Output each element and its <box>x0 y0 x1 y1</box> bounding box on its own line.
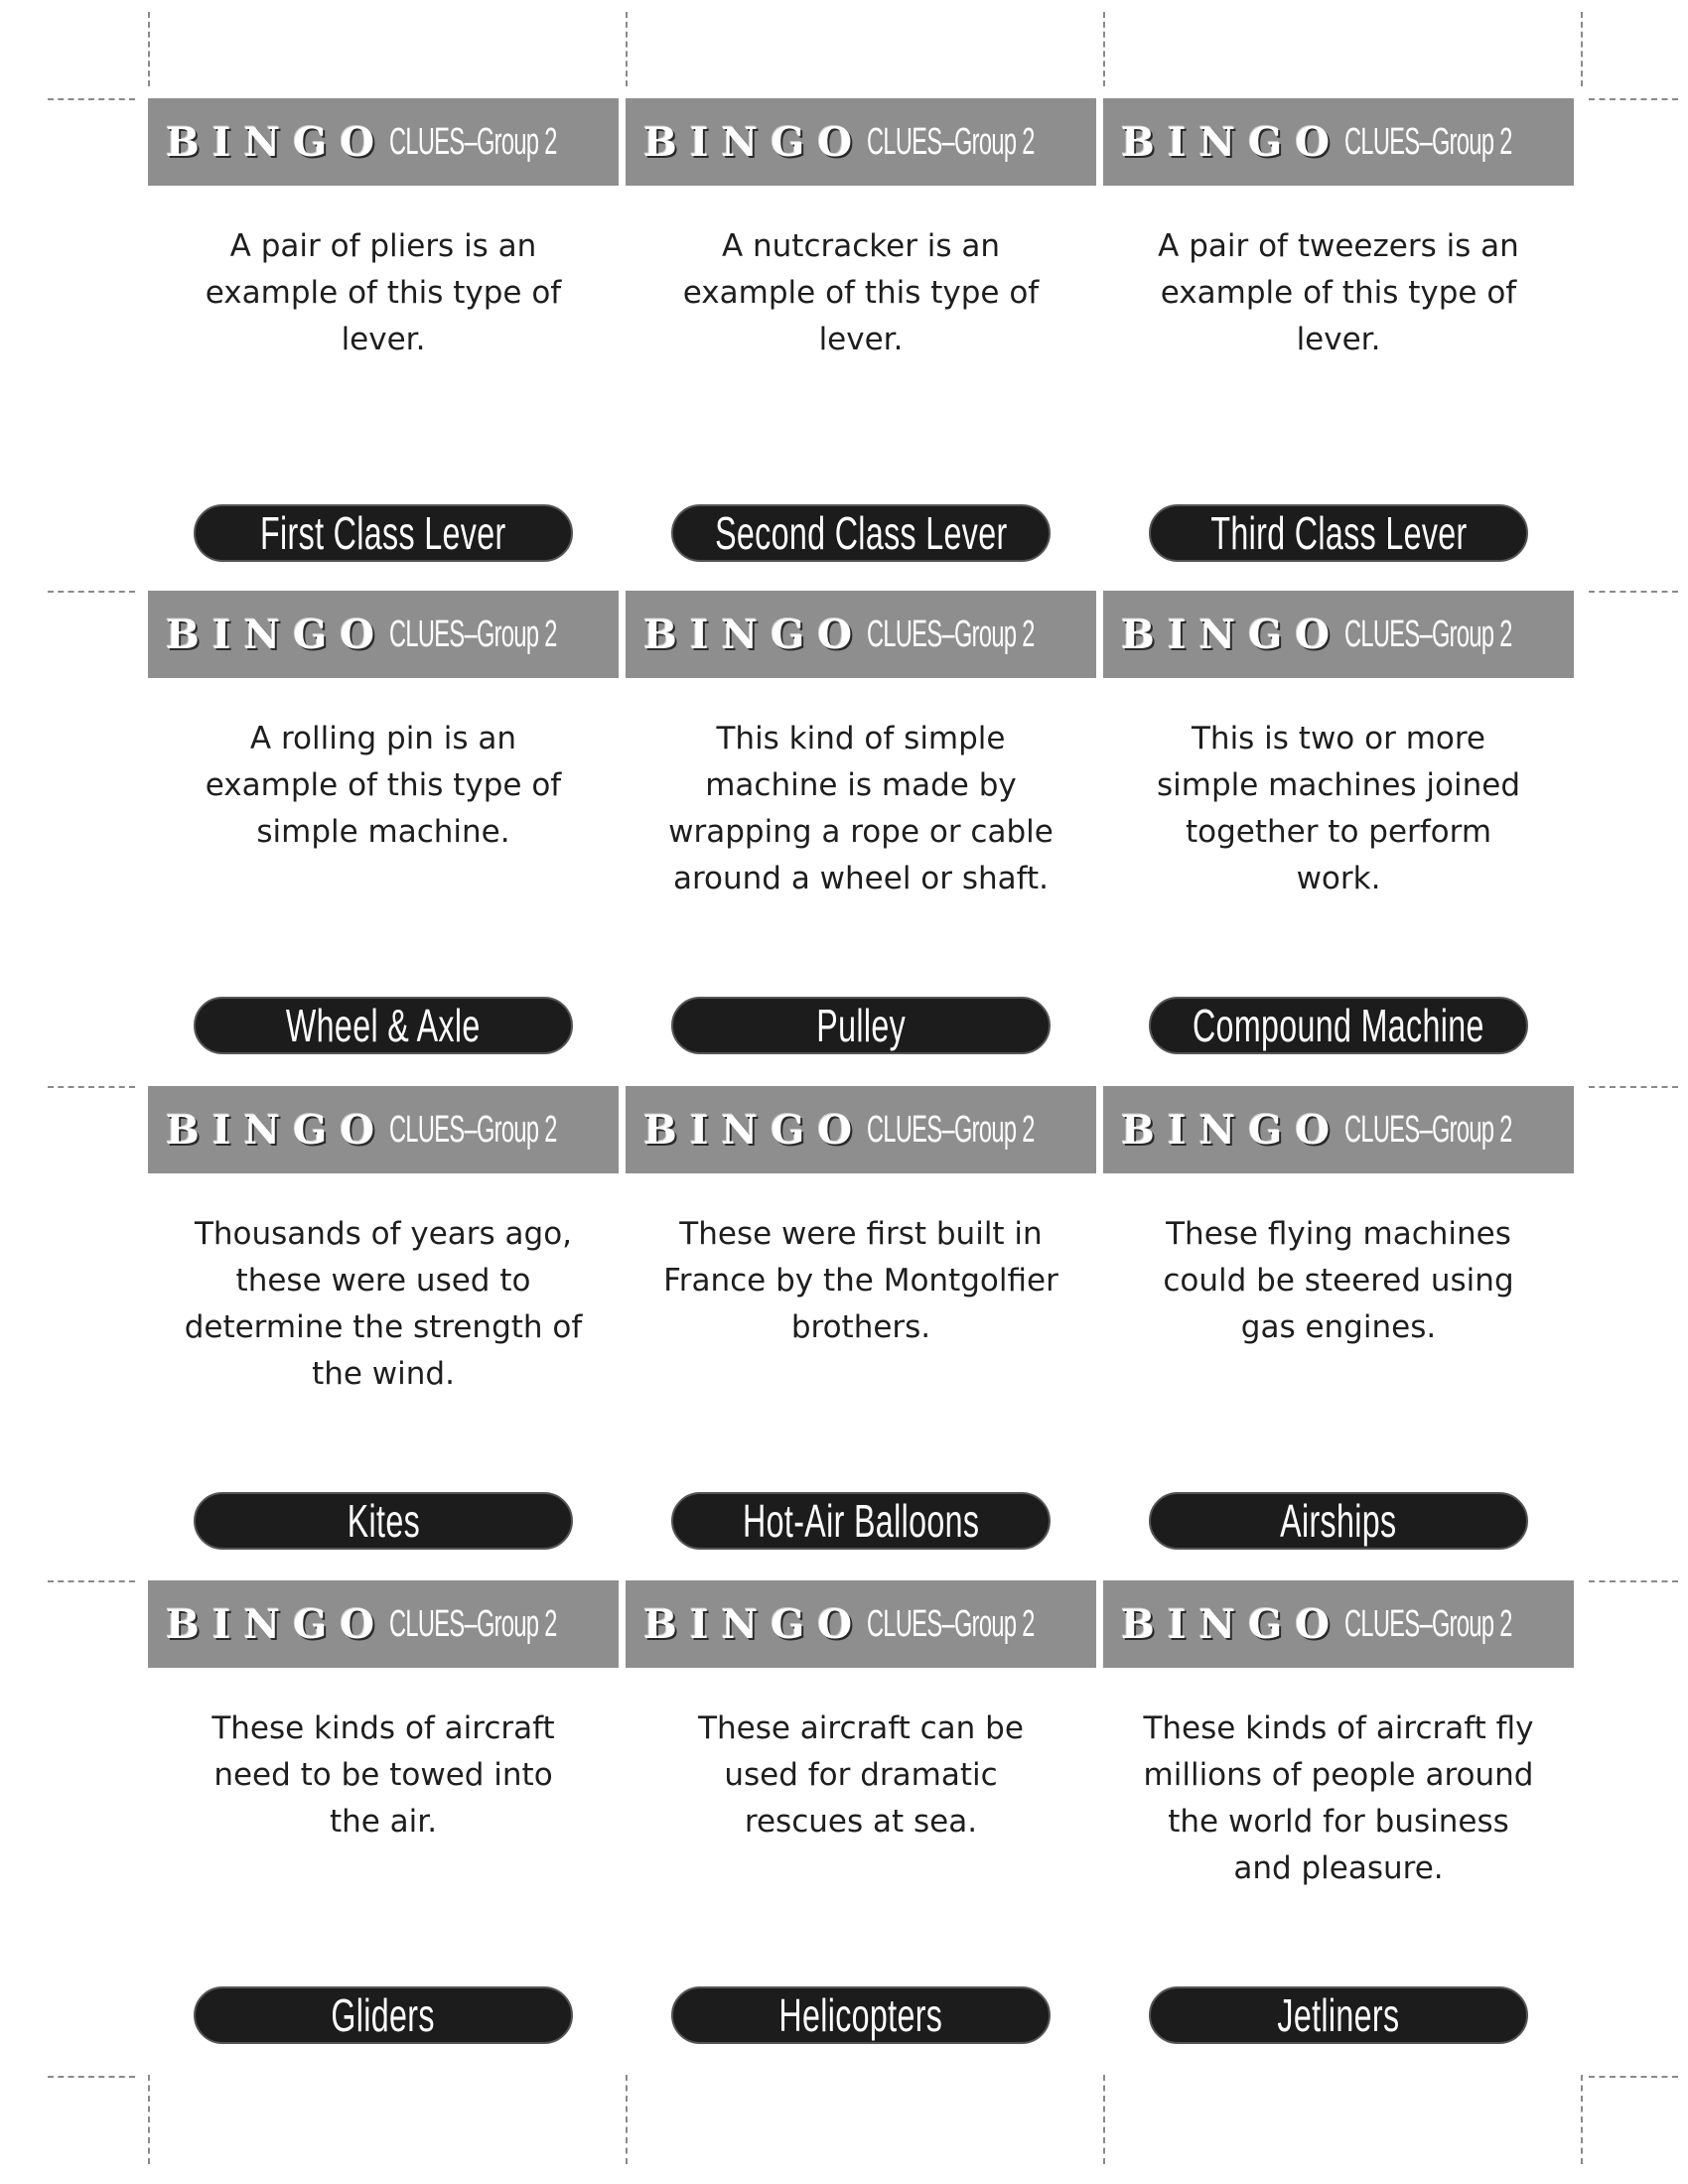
answer-text: Kites <box>347 1495 420 1547</box>
bingo-card <box>148 98 619 593</box>
cut-mark <box>1589 1580 1678 1582</box>
answer-pill <box>1149 997 1528 1054</box>
bingo-logo: BINGO <box>1121 118 1343 166</box>
clues-group-label: CLUES–Group 2 <box>1344 1108 1512 1151</box>
card-header <box>626 1086 1096 1173</box>
bingo-card <box>626 98 1096 593</box>
card-header <box>626 591 1096 678</box>
cut-mark <box>48 2076 135 2078</box>
clue-text: This is two or more simple machines joined together to perform work. <box>1157 721 1520 896</box>
clue-text: A rolling pin is an example of this type of simple machine. <box>205 721 562 850</box>
bingo-card <box>1103 98 1574 593</box>
bingo-card <box>148 1580 619 2075</box>
clues-group-label: CLUES–Group 2 <box>389 1108 557 1151</box>
clues-group-label: CLUES–Group 2 <box>389 613 557 655</box>
card-header <box>1103 591 1574 678</box>
clue-text: These kinds of aircraft need to be towed into the air. <box>211 1710 555 1840</box>
cut-mark <box>1103 12 1105 86</box>
card-header <box>1103 1580 1574 1668</box>
answer-pill <box>194 1492 573 1550</box>
clues-group-label: CLUES–Group 2 <box>867 613 1035 655</box>
cut-mark <box>148 2075 150 2164</box>
bingo-logo: BINGO <box>643 118 866 166</box>
bingo-card <box>1103 591 1574 1085</box>
bingo-card <box>626 1086 1096 1580</box>
bingo-logo: BINGO <box>166 1600 388 1648</box>
card-header <box>1103 1086 1574 1173</box>
cut-mark <box>48 1580 135 1582</box>
clue-text: A nutcracker is an example of this type of lever. <box>682 228 1040 357</box>
answer-text: Second Class Lever <box>714 507 1008 559</box>
answer-text: Hot-Air Balloons <box>742 1495 980 1547</box>
cut-mark <box>48 591 135 593</box>
bingo-logo: BINGO <box>166 1106 388 1154</box>
cut-mark <box>1589 2076 1678 2078</box>
answer-pill <box>1149 504 1528 562</box>
answer-pill <box>671 997 1051 1054</box>
clues-group-label: CLUES–Group 2 <box>389 1602 557 1645</box>
clue-text: These kinds of aircraft fly millions of people around the world for business and pleasure. <box>1143 1710 1534 1886</box>
cut-mark <box>1589 1086 1678 1088</box>
card-header <box>626 1580 1096 1668</box>
answer-text: Gliders <box>331 1989 436 2041</box>
answer-text: Airships <box>1280 1495 1397 1547</box>
answer-pill <box>671 504 1051 562</box>
clues-group-label: CLUES–Group 2 <box>1344 613 1512 655</box>
answer-pill <box>671 1492 1051 1550</box>
bingo-card <box>626 591 1096 1085</box>
answer-text: Third Class Lever <box>1209 507 1468 559</box>
bingo-card <box>148 1086 619 1580</box>
bingo-card <box>626 1580 1096 2075</box>
bingo-logo: BINGO <box>1121 1106 1343 1154</box>
bingo-card <box>148 591 619 1085</box>
cut-mark <box>626 2075 628 2164</box>
bingo-card <box>1103 1086 1574 1580</box>
clue-text: These flying machines could be steered using gas engines. <box>1163 1216 1514 1345</box>
bingo-logo: BINGO <box>643 611 866 658</box>
cut-mark <box>1103 2075 1105 2164</box>
answer-text: Helicopters <box>778 1989 943 2041</box>
answer-text: Wheel & Axle <box>286 1000 481 1051</box>
cut-mark <box>48 98 135 100</box>
card-header <box>148 98 619 186</box>
bingo-logo: BINGO <box>643 1106 866 1154</box>
bingo-card <box>1103 1580 1574 2075</box>
card-header <box>1103 98 1574 186</box>
answer-text: Jetliners <box>1277 1989 1400 2041</box>
card-header <box>626 98 1096 186</box>
answer-text: Compound Machine <box>1193 1000 1484 1051</box>
bingo-logo: BINGO <box>166 611 388 658</box>
clues-group-label: CLUES–Group 2 <box>867 1108 1035 1151</box>
answer-pill <box>194 504 573 562</box>
clues-group-label: CLUES–Group 2 <box>1344 1602 1512 1645</box>
clue-text: Thousands of years ago, these were used to determine the strength of the wind. <box>184 1216 583 1392</box>
card-header <box>148 1086 619 1173</box>
answer-pill <box>194 997 573 1054</box>
bingo-logo: BINGO <box>166 118 388 166</box>
clues-group-label: CLUES–Group 2 <box>867 120 1035 163</box>
card-header <box>148 591 619 678</box>
clue-text: These aircraft can be used for dramatic rescues at sea. <box>698 1710 1024 1840</box>
bingo-logo: BINGO <box>643 1600 866 1648</box>
answer-text: Pulley <box>816 1000 906 1051</box>
cut-mark <box>626 12 628 86</box>
bingo-logo: BINGO <box>1121 611 1343 658</box>
cut-mark <box>148 12 150 86</box>
clue-text: A pair of tweezers is an example of this type of lever. <box>1158 228 1519 357</box>
cut-mark <box>1589 591 1678 593</box>
clue-text: A pair of pliers is an example of this type of lever. <box>205 228 562 357</box>
cut-mark <box>1581 12 1583 86</box>
card-header <box>148 1580 619 1668</box>
clue-text: These were first built in France by the Montgolfier brothers. <box>663 1216 1058 1345</box>
cut-mark <box>1581 2075 1583 2164</box>
clues-group-label: CLUES–Group 2 <box>1344 120 1512 163</box>
bingo-logo: BINGO <box>1121 1600 1343 1648</box>
clue-text: This kind of simple machine is made by wrapping a rope or cable around a wheel or shaft. <box>668 721 1054 896</box>
answer-pill <box>1149 1492 1528 1550</box>
answer-pill <box>1149 1986 1528 2044</box>
answer-text: First Class Lever <box>260 507 506 559</box>
answer-pill <box>671 1986 1051 2044</box>
clues-group-label: CLUES–Group 2 <box>867 1602 1035 1645</box>
cut-mark <box>1589 98 1678 100</box>
cut-mark <box>48 1086 135 1088</box>
clues-group-label: CLUES–Group 2 <box>389 120 557 163</box>
answer-pill <box>194 1986 573 2044</box>
